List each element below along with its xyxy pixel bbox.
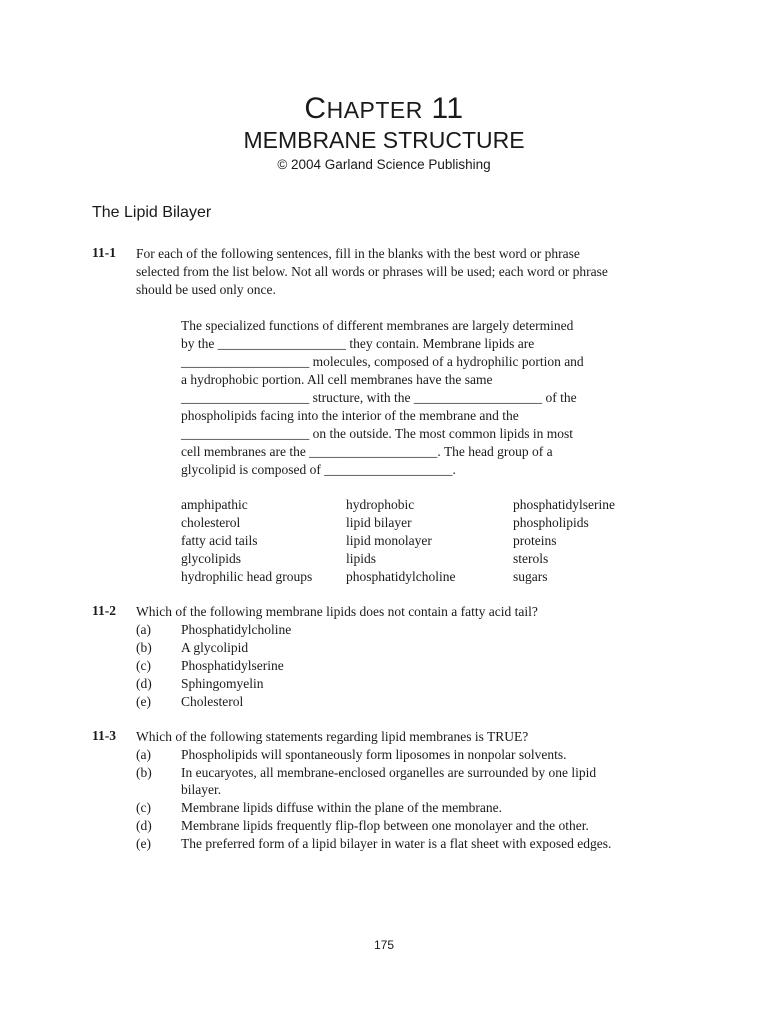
- word-option: fatty acid tails: [181, 533, 258, 548]
- fill-in-paragraph-line: ___________________ structure, with the ___________________ of the: [181, 390, 577, 405]
- question-prompt-line: selected from the list below. Not all words or phrases will be used; each word or phrase: [136, 264, 608, 279]
- option-text: Phosphatidylcholine: [181, 622, 292, 637]
- option-letter: (c): [136, 800, 151, 815]
- word-option: lipid monolayer: [346, 533, 432, 548]
- fill-in-paragraph-line: cell membranes are the ___________________. The head group of a: [181, 444, 553, 459]
- word-option: hydrophobic: [346, 497, 415, 512]
- section-heading: The Lipid Bilayer: [92, 204, 212, 221]
- question-number: 11-1: [92, 245, 117, 260]
- option-letter: (b): [136, 765, 152, 780]
- word-option: sterols: [513, 551, 549, 566]
- option-letter: (a): [136, 747, 151, 762]
- question-prompt-line: should be used only once.: [136, 282, 276, 297]
- question-number: 11-2: [92, 603, 117, 618]
- fill-in-paragraph-line: ___________________ molecules, composed of a hydrophilic portion and: [181, 354, 584, 369]
- word-option: lipid bilayer: [346, 515, 412, 530]
- fill-in-paragraph-line: The specialized functions of different membranes are largely determined: [181, 318, 574, 333]
- option-letter: (e): [136, 836, 151, 851]
- word-option: cholesterol: [181, 515, 241, 530]
- option-letter: (a): [136, 622, 151, 637]
- word-option: phosphatidylserine: [513, 497, 615, 512]
- chapter-word-rest: HAPTER: [326, 97, 423, 123]
- question-number: 11-3: [92, 728, 117, 743]
- word-option: phosphatidylcholine: [346, 569, 456, 584]
- chapter-number: 11: [431, 92, 464, 125]
- option-letter: (c): [136, 658, 151, 673]
- option-text: Phosphatidylserine: [181, 658, 284, 673]
- chapter-label: [0, 92, 768, 126]
- option-text-continuation: bilayer.: [181, 782, 222, 797]
- word-list-column-1: [181, 496, 312, 586]
- word-list-column-2: [346, 496, 455, 586]
- word-option: proteins: [513, 533, 557, 548]
- page-number: 175: [373, 938, 395, 952]
- fill-in-paragraph-line: ___________________ on the outside. The most common lipids in most: [181, 426, 573, 441]
- option-letter: (d): [136, 676, 152, 691]
- word-list-column-3: [513, 496, 615, 586]
- question-prompt-line: For each of the following sentences, fill in the blanks with the best word or phrase: [136, 246, 580, 261]
- option-text: Phospholipids will spontaneously form liposomes in nonpolar solvents.: [181, 747, 567, 762]
- word-option: glycolipids: [181, 551, 241, 566]
- option-text: The preferred form of a lipid bilayer in water is a flat sheet with exposed edges.: [181, 836, 612, 851]
- option-text: Sphingomyelin: [181, 676, 264, 691]
- option-letter: (b): [136, 640, 152, 655]
- copyright-notice: © 2004 Garland Science Publishing: [277, 157, 491, 172]
- fill-in-paragraph-line: by the ___________________ they contain. Membrane lipids are: [181, 336, 535, 351]
- option-text: A glycolipid: [181, 640, 249, 655]
- option-letter: (e): [136, 694, 151, 709]
- option-text: In eucaryotes, all membrane-enclosed organelles are surrounded by one lipid: [181, 765, 597, 780]
- fill-in-paragraph-line: a hydrophobic portion. All cell membranes have the same: [181, 372, 493, 387]
- fill-in-paragraph-line: glycolipid is composed of ___________________.: [181, 462, 456, 477]
- option-letter: (d): [136, 818, 152, 833]
- chapter-title: MEMBRANE STRUCTURE: [243, 127, 525, 153]
- word-option: phospholipids: [513, 515, 589, 530]
- chapter-first-letter: C: [304, 92, 327, 125]
- option-text: Cholesterol: [181, 694, 244, 709]
- word-option: hydrophilic head groups: [181, 569, 313, 584]
- word-option: amphipathic: [181, 497, 248, 512]
- word-option: sugars: [513, 569, 548, 584]
- option-text: Membrane lipids diffuse within the plane of the membrane.: [181, 800, 503, 815]
- fill-in-paragraph-line: phospholipids facing into the interior of the membrane and the: [181, 408, 519, 423]
- question-prompt: Which of the following membrane lipids does not contain a fatty acid tail?: [136, 604, 538, 619]
- option-text: Membrane lipids frequently flip-flop between one monolayer and the other.: [181, 818, 589, 833]
- question-prompt: Which of the following statements regarding lipid membranes is TRUE?: [136, 729, 529, 744]
- word-option: lipids: [346, 551, 377, 566]
